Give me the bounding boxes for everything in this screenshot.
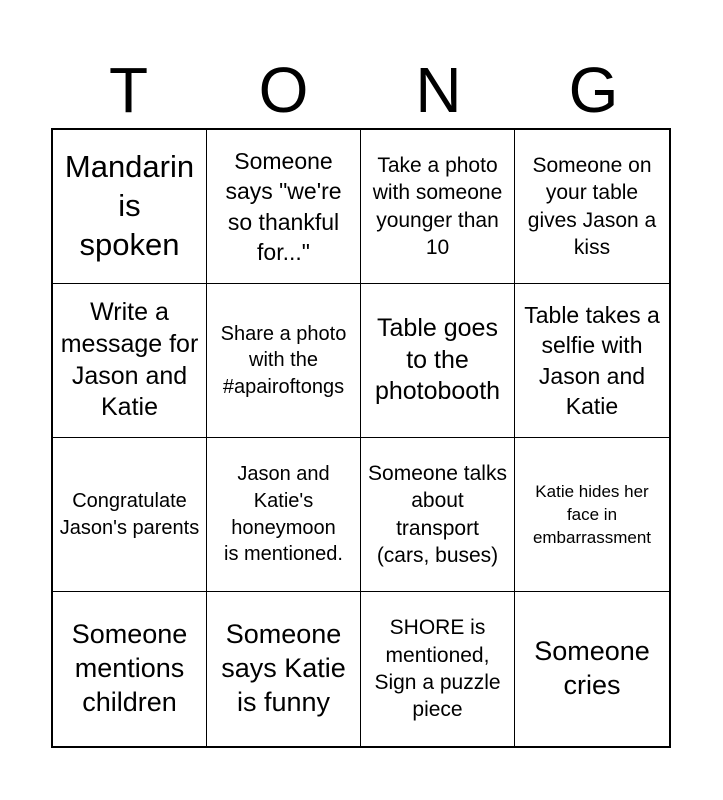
bingo-cell-text: Table goes to the photobooth bbox=[374, 313, 501, 406]
bingo-cell-text: Congratulate Jason's parents bbox=[59, 489, 200, 539]
bingo-cell[interactable] bbox=[515, 284, 669, 438]
bingo-cell[interactable] bbox=[53, 438, 207, 592]
bingo-cell[interactable] bbox=[207, 438, 361, 592]
bingo-cell[interactable] bbox=[515, 592, 669, 746]
bingo-cell-text: Write a message for Jason and Katie bbox=[60, 298, 199, 422]
bingo-cell[interactable] bbox=[207, 592, 361, 746]
header-letter-n: N bbox=[415, 54, 462, 126]
bingo-cell[interactable] bbox=[53, 130, 207, 284]
bingo-cell-text: Someone cries bbox=[534, 636, 650, 700]
bingo-cell-text: Someone on your table gives Jason a kiss bbox=[527, 153, 657, 259]
bingo-cell-text: Someone mentions children bbox=[71, 619, 188, 717]
bingo-cell-text: Table takes a selfie with Jason and Katie bbox=[524, 301, 660, 419]
header-letter-g: G bbox=[568, 54, 619, 126]
bingo-cell-text: Jason and Katie's honeymoon is mentioned. bbox=[224, 463, 343, 566]
bingo-cell[interactable] bbox=[207, 284, 361, 438]
bingo-cell[interactable] bbox=[515, 130, 669, 284]
header-letter-o: O bbox=[258, 54, 309, 126]
bingo-cell-text: Mandarin is spoken bbox=[64, 149, 195, 262]
bingo-cell[interactable] bbox=[515, 438, 669, 592]
bingo-cell[interactable] bbox=[361, 438, 515, 592]
header-letter-t: T bbox=[108, 54, 149, 126]
bingo-cell-text: SHORE is mentioned, Sign a puzzle piece bbox=[374, 616, 501, 722]
board-header bbox=[51, 52, 671, 128]
bingo-cell-text: Take a photo with someone younger than 10 bbox=[372, 153, 503, 259]
bingo-cell[interactable] bbox=[53, 592, 207, 746]
bingo-cell[interactable] bbox=[361, 284, 515, 438]
bingo-cell[interactable] bbox=[361, 130, 515, 284]
bingo-cell-text: Katie hides her face in embarrassment bbox=[532, 481, 652, 548]
bingo-board bbox=[51, 128, 671, 748]
bingo-cell[interactable] bbox=[361, 592, 515, 746]
bingo-cell-text: Share a photo with the #apairoftongs bbox=[220, 322, 347, 398]
bingo-cell[interactable] bbox=[207, 130, 361, 284]
bingo-cell[interactable] bbox=[53, 284, 207, 438]
bingo-cell-text: Someone says "we're so thankful for..." bbox=[225, 147, 342, 265]
bingo-cell-text: Someone says Katie is funny bbox=[221, 619, 346, 717]
bingo-cell-text: Someone talks about transport (cars, buses) bbox=[368, 461, 507, 567]
